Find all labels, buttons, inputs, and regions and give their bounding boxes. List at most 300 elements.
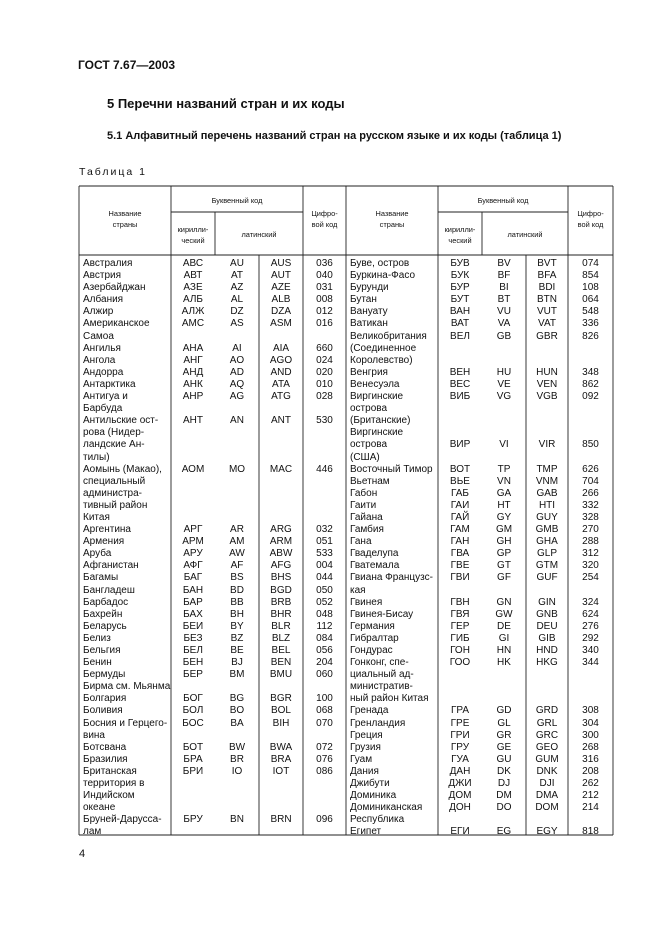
table-cell (171, 439, 215, 451)
table-cell: AT (230, 270, 244, 282)
table-cell: Барбадос (83, 596, 129, 608)
table-cell (303, 488, 346, 500)
table-cell (171, 802, 215, 814)
table-cell: 076 (316, 753, 333, 765)
table-cell: 012 (316, 306, 333, 318)
table-cell (259, 452, 303, 464)
table-cell: TMP (536, 463, 558, 475)
header-latin: латинский (507, 230, 543, 239)
table-cell: BHS (270, 572, 292, 584)
table-cell (438, 415, 482, 427)
table-cell: DE (497, 620, 511, 632)
table-cell: 052 (316, 596, 333, 608)
table-cell: Виргинские (350, 391, 404, 403)
table-cell (171, 681, 215, 693)
table-cell: BS (230, 572, 244, 584)
table-cell: ный район Китая (350, 693, 429, 705)
table-cell: BN (230, 814, 244, 826)
table-cell: AIA (272, 342, 290, 354)
table-cell: GU (496, 753, 512, 765)
table-cell: 016 (316, 318, 333, 330)
table-cell (482, 452, 526, 464)
table-cell: 270 (582, 524, 599, 536)
page-header: ГОСТ 7.67—2003 (78, 58, 176, 72)
table-cell: ГОО (449, 657, 471, 669)
table-cell: 704 (582, 475, 599, 487)
table-cell (568, 343, 613, 355)
table-cell: Австрия (83, 270, 122, 282)
table-cell (303, 476, 346, 488)
header-cyrillic: кирилли- ческий (177, 225, 209, 245)
table-cell: ВЕЛ (450, 330, 470, 342)
table-cell (568, 355, 613, 367)
table-cell: GAB (536, 487, 558, 499)
table-cell: тилы) (83, 451, 110, 463)
table-cell: Армения (83, 536, 125, 548)
table-cell: АОМ (181, 463, 205, 475)
table-cell: EGY (536, 826, 558, 838)
table-cell: ДОМ (448, 790, 472, 802)
table-cell (215, 331, 259, 343)
table-cell (526, 814, 568, 826)
table-cell (482, 355, 526, 367)
table-cell: администра- (83, 487, 142, 499)
table-cell (171, 826, 215, 838)
table-cell: 028 (316, 391, 333, 403)
table-cell: Республика (350, 814, 405, 826)
table-cell: BM (229, 669, 245, 681)
table-cell: ВЕС (449, 378, 471, 390)
table-cell: BRB (270, 596, 292, 608)
table-cell: AQ (229, 378, 245, 390)
table-cell: 660 (316, 342, 333, 354)
table-cell: 008 (316, 294, 333, 306)
table-cell: 020 (316, 366, 333, 378)
table-cell: ГРИ (450, 729, 470, 741)
table-cell (259, 826, 303, 838)
table-cell: Бутан (350, 294, 377, 306)
table-cell: 050 (316, 584, 333, 596)
table-cell: BY (230, 620, 244, 632)
table-cell: Гондурас (350, 645, 393, 656)
table-cell: Аргентина (83, 524, 131, 536)
table-cell: 340 (582, 645, 599, 656)
table-cell: 214 (582, 802, 599, 814)
table-cell: БЕН (182, 657, 204, 669)
table-cell: АВС (182, 258, 204, 269)
table-cell (303, 730, 346, 742)
table-cell: BW (228, 741, 246, 753)
table-cell: 446 (316, 463, 333, 475)
table-cell: 100 (316, 693, 333, 705)
table-cell: Великобритания (350, 330, 427, 342)
table-cell: 072 (316, 741, 333, 753)
table-cell: ВЬЕ (450, 475, 470, 487)
header-letter-code: Буквенный код (211, 196, 263, 205)
table-cell: АМС (181, 318, 205, 330)
table-cell: 626 (582, 463, 599, 475)
table-cell (482, 427, 526, 439)
header-country-name: Название страны (108, 209, 142, 229)
table-cell: BWA (269, 741, 293, 753)
table-cell: BF (497, 270, 511, 282)
table-cell: 208 (582, 765, 599, 777)
table-cell: острова (350, 439, 388, 451)
table-cell: VG (496, 391, 512, 403)
table-cell (526, 427, 568, 439)
table-cell: GNB (536, 608, 558, 620)
table-cell (171, 730, 215, 742)
table-cell: АВТ (183, 270, 203, 282)
table-cell (259, 681, 303, 693)
table-cell (482, 814, 526, 826)
table-cell (303, 826, 346, 838)
table-cell (438, 681, 482, 693)
table-cell: BEL (271, 645, 291, 656)
table-cell: BVT (537, 258, 557, 269)
table-cell: вина (83, 729, 105, 741)
page-number: 4 (79, 848, 86, 860)
table-cell: Самоа (83, 330, 114, 342)
table-cell: БОТ (182, 741, 204, 753)
table-cell: VAT (538, 318, 556, 330)
table-cell: ASM (270, 318, 292, 330)
table-cell: AD (230, 366, 244, 378)
table-cell: GIB (538, 632, 556, 644)
table-cell: Венесуэла (350, 378, 400, 390)
table-cell: ГВА (450, 548, 470, 560)
table-cell: Гамбия (350, 524, 384, 536)
table-cell: 004 (316, 560, 333, 572)
table-cell (215, 802, 259, 814)
table-cell: Грузия (350, 741, 381, 753)
table-cell (259, 427, 303, 439)
table-cell: 084 (316, 632, 333, 644)
table-cell: 324 (582, 596, 599, 608)
table-cell: ATA (272, 378, 290, 390)
table-cell: BH (230, 608, 244, 620)
table-cell (482, 415, 526, 427)
table-cell: ГВЯ (450, 608, 470, 620)
table-cell: GM (495, 524, 513, 536)
table-cell: GR (496, 729, 512, 741)
table-cell: 068 (316, 705, 333, 717)
table-cell: ГРУ (450, 741, 470, 753)
table-cell: 051 (316, 536, 333, 548)
table-cell: ГАБ (451, 487, 469, 499)
table-cell (303, 778, 346, 790)
table-cell (438, 427, 482, 439)
table-cell: BTN (537, 294, 557, 306)
table-cell: GEO (535, 741, 559, 753)
table-cell: кая (350, 584, 366, 596)
table-cell (526, 669, 568, 681)
table-cell: BEN (270, 657, 292, 669)
table-cell: VGB (536, 391, 558, 403)
table-cell: 276 (582, 620, 599, 632)
table-cell: ВОТ (449, 463, 471, 475)
table-cell: BA (230, 717, 244, 729)
table-cell (568, 403, 613, 415)
table-cell: 010 (316, 378, 333, 390)
table-cell: 818 (582, 826, 599, 838)
table-cell: Багамы (83, 572, 119, 584)
table-cell: DK (497, 765, 511, 777)
table-cell: BV (497, 258, 511, 269)
table-cell: рова (Нидер- (83, 427, 145, 439)
table-cell (171, 778, 215, 790)
table-cell: (США) (350, 451, 380, 463)
table-cell: АНД (182, 366, 204, 378)
table-cell: VEN (536, 378, 558, 390)
table-cell: Восточный Тимор (350, 463, 433, 475)
table-cell: BE (230, 645, 244, 656)
table-cell: Босния и Герцего- (83, 717, 168, 729)
table-cell (438, 343, 482, 355)
table-cell: Бурунди (350, 282, 389, 294)
table-cell: АЛЖ (181, 306, 205, 318)
table-cell (526, 403, 568, 415)
table-cell: ANT (271, 415, 291, 427)
table-cell: BI (499, 282, 509, 294)
table-cell: ГИБ (450, 632, 470, 644)
table-cell: БУР (450, 282, 470, 294)
table-cell (171, 790, 215, 802)
table-cell: 266 (582, 487, 599, 499)
table-cell: 288 (582, 536, 599, 548)
table-cell: AL (230, 294, 244, 306)
table-cell: AFG (270, 560, 292, 572)
table-cell: DM (496, 790, 512, 802)
table-cell: 533 (316, 548, 333, 560)
table-cell (438, 452, 482, 464)
table-cell: AW (229, 548, 245, 560)
table-cell: ГРЕ (450, 717, 470, 729)
table-cell: Гвинея-Бисау (350, 608, 414, 620)
table-cell: ДЖИ (448, 778, 472, 790)
table-cell: Гайана (350, 511, 383, 523)
table-cell: Индийском (83, 790, 135, 802)
table-cell: BIH (272, 717, 290, 729)
table-cell: территория в (83, 778, 145, 790)
table-cell: 044 (316, 572, 333, 584)
table-cell: HUN (536, 366, 558, 378)
table-cell: 300 (582, 729, 599, 741)
table-cell: GI (498, 632, 510, 644)
table-cell: Албания (83, 294, 124, 306)
table-cell: Андорра (83, 366, 124, 378)
header-latin: латинский (241, 230, 277, 239)
table-cell (303, 403, 346, 415)
table-cell: АФГ (183, 560, 203, 572)
table-cell: Египет (350, 826, 382, 838)
header-letter-code: Буквенный код (477, 196, 529, 205)
table-cell: AUT (271, 270, 291, 282)
table-cell: 308 (582, 705, 599, 717)
table-cell: Аруба (83, 548, 112, 560)
table-cell: GLP (536, 548, 557, 560)
table-cell (526, 452, 568, 464)
table-cell: 056 (316, 645, 333, 656)
table-cell (171, 331, 215, 343)
table-cell: GRD (535, 705, 559, 717)
table-cell (303, 452, 346, 464)
table-cell: AF (230, 560, 244, 572)
table-cell: AZ (230, 282, 244, 294)
table-cell (259, 512, 303, 524)
table-cell: ATG (271, 391, 291, 403)
subsection-title: 5.1 Алфавитный перечень названий стран на русском языке и их коды (таблица 1) (107, 130, 562, 142)
table-cell: BJ (231, 657, 243, 669)
table-cell: Вьетнам (350, 475, 390, 487)
table-cell (526, 681, 568, 693)
table-cell (259, 476, 303, 488)
table-cell (303, 802, 346, 814)
table-cell: 024 (316, 354, 333, 366)
table-cell (568, 427, 613, 439)
table-cell (482, 669, 526, 681)
table-cell: BD (230, 584, 244, 596)
table-cell: БОЛ (182, 705, 204, 717)
table-cell: Бразилия (83, 753, 128, 765)
table-cell: DO (496, 802, 512, 814)
table-cell: Доминика (350, 790, 397, 802)
table-cell: GY (496, 511, 512, 523)
table-cell (438, 355, 482, 367)
table-cell: 092 (582, 391, 599, 403)
table-cell: GIN (538, 596, 556, 608)
table-cell: GUM (535, 753, 559, 765)
table-cell: Бельгия (83, 645, 121, 656)
table-cell (215, 512, 259, 524)
right-name-column (350, 258, 438, 839)
table-cell: БОС (182, 717, 204, 729)
table-cell: БЕЗ (183, 632, 203, 644)
table-cell: министратив- (350, 681, 413, 693)
table-cell: Гибралтар (350, 632, 399, 644)
table-cell: 348 (582, 366, 599, 378)
table-cell: острова (350, 403, 388, 415)
table-cell: Гваделупа (350, 548, 399, 560)
table-cell (568, 681, 613, 693)
table-cell: BR (230, 753, 244, 765)
table-cell: Гаити (350, 499, 377, 511)
table-cell (568, 814, 613, 826)
table-cell (482, 693, 526, 705)
table-cell: 624 (582, 608, 599, 620)
table-cell: GRL (536, 717, 558, 729)
table-cell (303, 681, 346, 693)
table-cell: 548 (582, 306, 599, 318)
table-cell: BG (229, 693, 245, 705)
table-cell: GL (497, 717, 511, 729)
table-cell: Гренада (350, 705, 389, 717)
table-cell: GUF (536, 572, 558, 584)
table-cell: GB (496, 330, 512, 342)
table-cell: тивный район (83, 499, 148, 511)
table-cell (259, 730, 303, 742)
table-cell: ГЕР (450, 620, 470, 632)
table-cell: 332 (582, 499, 599, 511)
table-cell: Американское (83, 318, 150, 330)
table-cell: ВИБ (449, 391, 471, 403)
table-cell: HK (497, 657, 511, 669)
table-cell: DOM (535, 802, 559, 814)
table-cell: 268 (582, 741, 599, 753)
table-cell: Ботсвана (83, 741, 127, 753)
table-cell: HND (536, 645, 558, 656)
table-cell: GTM (535, 560, 559, 572)
table-cell: 862 (582, 378, 599, 390)
table-cell: циальный ад- (350, 669, 414, 681)
table-cell (215, 403, 259, 415)
table-cell: Вануату (350, 306, 388, 318)
table-cell (215, 476, 259, 488)
table-cell (171, 452, 215, 464)
table-cell: BRA (270, 753, 292, 765)
table-cell: GBR (536, 330, 558, 342)
left-latin2-column (215, 258, 259, 839)
table-cell (171, 488, 215, 500)
table-cell: ARG (270, 524, 292, 536)
table-cell: БАН (182, 584, 204, 596)
table-cell: GUY (536, 511, 558, 523)
table-cell: BOL (270, 705, 291, 717)
header-country-name: Название страны (375, 209, 409, 229)
table-cell: BT (497, 294, 511, 306)
table-cell: 254 (582, 572, 599, 584)
table-cell: АРГ (183, 524, 203, 536)
table-cell: ДАН (449, 765, 471, 777)
table-cell: (Британские) (350, 415, 411, 427)
table-cell: 070 (316, 717, 333, 729)
table-cell: HTI (538, 499, 556, 511)
table-cell: AM (229, 536, 245, 548)
table-cell (215, 500, 259, 512)
table-cell: BDI (538, 282, 556, 294)
table-cell: ГАН (450, 536, 470, 548)
table-cell: Алжир (83, 306, 114, 318)
table-cell: Венгрия (350, 366, 388, 378)
table-cell: БОГ (183, 693, 203, 705)
header-numeric-code: Цифро- вой код (577, 209, 604, 229)
table-cell: 040 (316, 270, 333, 282)
table-cell: GD (496, 705, 512, 717)
table-cell: Гуам (350, 753, 373, 765)
table-cell: AR (230, 524, 244, 536)
table-cell: GMB (535, 524, 559, 536)
table-cell: 328 (582, 511, 599, 523)
table-cell: Ангилья (83, 342, 121, 354)
table-cell: ГВН (450, 596, 470, 608)
table-cell (171, 427, 215, 439)
table-label: Таблица 1 (79, 166, 147, 178)
table-cell: ГАМ (450, 524, 470, 536)
table-cell (171, 500, 215, 512)
table-cell: БЕИ (182, 620, 204, 632)
table-cell: GF (497, 572, 511, 584)
table-cell (215, 730, 259, 742)
table-cell: Антигуа и (83, 391, 128, 403)
table-cell (568, 669, 613, 681)
header-cyrillic: кирилли- ческий (444, 225, 476, 245)
table-cell: БУТ (450, 294, 470, 306)
table-cell: DJI (539, 778, 555, 790)
table-cell: БУК (450, 270, 470, 282)
table-cell: океане (83, 802, 116, 814)
country-codes-table (79, 186, 613, 838)
table-cell (215, 488, 259, 500)
